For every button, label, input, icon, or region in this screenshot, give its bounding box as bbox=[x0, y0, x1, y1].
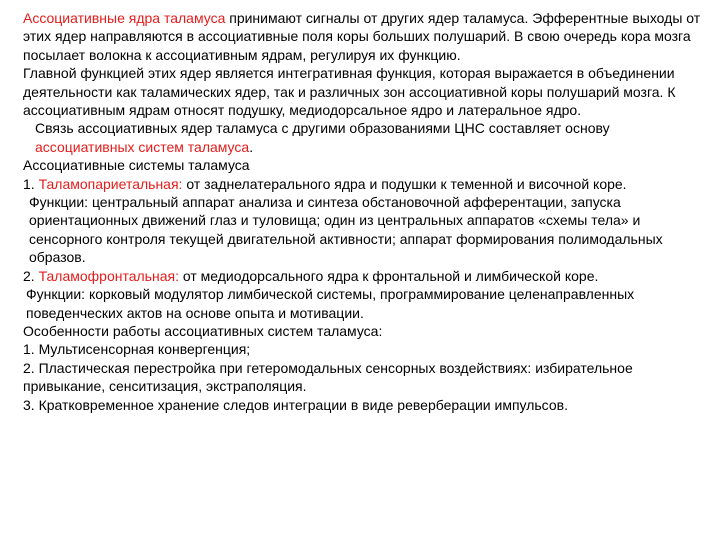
paragraph-thalamoparietal-functions: Функции: центральный аппарат анализа и синтеза обстановочной афферентации, запуска ориентационных движений глаз и туловища; один из центральных аппаратов «схемы тела» и сенсорного контроля текущей двигательной активности; аппарат формирования полимодальных образов. bbox=[29, 194, 663, 266]
paragraph-thalamofrontal-functions: Функции: корковый модулятор лимбической системы, программирование целенаправленных поведенческих актов на основе опыта и мотивации. bbox=[26, 286, 635, 321]
paragraph-text: Связь ассоциативных ядер таламуса с другими образованиями ЦНС составляет основу bbox=[35, 120, 610, 137]
highlight-thalamofrontal: Таламофронтальная: bbox=[38, 267, 179, 284]
list-number: 2. bbox=[23, 267, 39, 284]
highlight-associative-nuclei: Ассоциативные ядра таламуса bbox=[23, 10, 226, 26]
highlight-associative-systems: ассоциативных систем таламуса bbox=[35, 138, 250, 155]
list-item-feature-3: 3. Кратковременное хранение следов интеграции в виде реверберации импульсов. bbox=[23, 396, 568, 413]
paragraph-text: принимают сигналы от других ядер таламуса. Эфферентные выходы от этих ядер направляются в ассоциативные поля коры больших полушарий. В свою очередь кора мозга посылает волокна к ассоциативным ядрам, регулируя их функцию. bbox=[23, 10, 701, 63]
list-item-thalamofrontal bbox=[23, 267, 707, 285]
list-item-feature-2: 2. Пластическая перестройка при гетеромодальных сенсорных воздействиях: избирательное привыкание, сенситизация, экстраполяция. bbox=[23, 359, 633, 395]
section-heading-features: Особенности работы ассоциативных систем таламуса: bbox=[23, 322, 383, 339]
paragraph-text: от медиодорсального ядра к фронтальной и лимбической коре. bbox=[178, 267, 599, 284]
list-item-thalamoparietal bbox=[23, 175, 707, 193]
paragraph-connections bbox=[23, 119, 707, 156]
paragraph-associative-nuclei-intro bbox=[23, 9, 707, 64]
list-number: 1. bbox=[23, 175, 39, 192]
paragraph-text: от заднелатерального ядра и подушки к теменной и височной коре. bbox=[182, 175, 627, 192]
paragraph-main-function: Главной функцией этих ядер является интегративная функция, которая выражается в объединении деятельности как таламических ядер, так и различных зон ассоциативной коры полушарий мозга. К ассоциативным ядрам относят подушку, медиодорсальное ядро и латеральное ядро. bbox=[23, 65, 676, 119]
paragraph-text: . bbox=[249, 138, 254, 155]
slide-text-body bbox=[23, 9, 707, 414]
list-item-feature-1: 1. Мультисенсорная конвергенция; bbox=[23, 341, 251, 358]
highlight-thalamoparietal: Таламопариетальная: bbox=[38, 175, 183, 192]
section-heading-associative-systems: Ассоциативные системы таламуса bbox=[23, 157, 250, 174]
